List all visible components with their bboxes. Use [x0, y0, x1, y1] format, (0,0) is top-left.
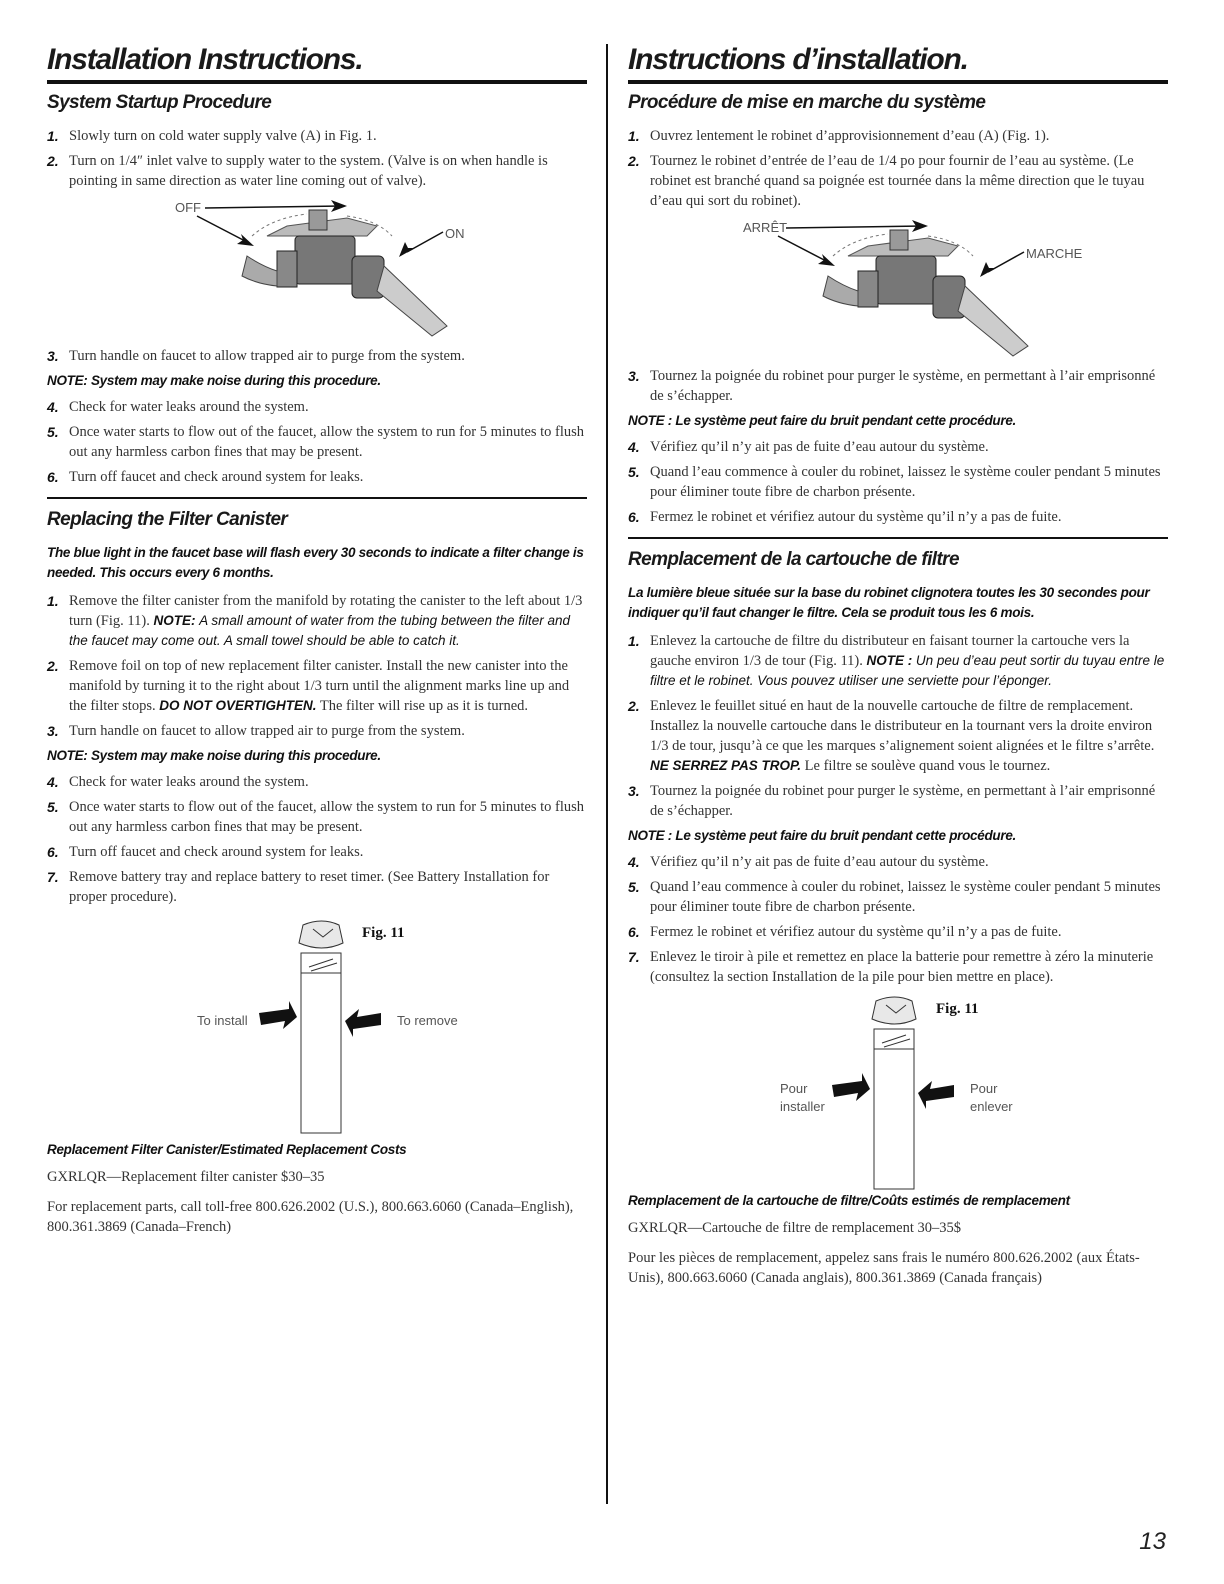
list-item: 5. Once water starts to flow out of the faucet, allow the system to run for 5 minutes to flush out any harmless carbon fines that may be present.	[47, 424, 585, 460]
startup-heading: System Startup Procedure	[47, 92, 272, 113]
list-item: 5. Once water starts to flow out of the faucet, allow the system to run for 5 minutes to flush out any harmless carbon fines that may be present.	[47, 799, 585, 835]
startup-steps	[47, 126, 587, 191]
costs-heading: Replacement Filter Canister/Estimated Replacement Costs	[47, 1142, 407, 1157]
list-item: 1. Slowly turn on cold water supply valve (A) in Fig. 1.	[47, 128, 377, 144]
list-item: 7. Remove battery tray and replace battery to reset timer. (See Battery Installation for proper procedure).	[47, 869, 550, 905]
list-item: 4. Vérifiez qu’il n’y ait pas de fuite d’eau autour du système.	[628, 439, 989, 455]
list-item: 2. Turn on 1/4″ inlet valve to supply water to the system. (Valve is on when handle is pointing in same direction as water line coming out of valve).	[47, 153, 548, 189]
filter-canister-illustration	[628, 993, 1168, 1193]
list-item: 2. Remove foil on top of new replacement filter canister. Install the new canister into the manifold by turning it to the right about 1/3 turn until the alignment marks line up and the filter stops. DO NOT OVERTIGHTEN. The filter will rise up as it is turned.	[47, 658, 570, 714]
costs-contact: For replacement parts, call toll-free 800.626.2002 (U.S.), 800.663.6060 (Canada–English), 800.361.3869 (Canada–French)	[47, 1199, 574, 1235]
install-label: To install	[197, 1013, 248, 1028]
list-item: 2. Tournez le robinet d’entrée de l’eau de 1/4 po pour fournir de l’eau au système. (Le robinet est branché quand sa poignée est tournée dans la même direction que le tuyau d’eau qui sort du robinet).	[628, 153, 1145, 209]
remove-label-line1: Pour	[970, 1081, 998, 1096]
filter-canister-illustration	[47, 917, 587, 1142]
list-item: 7. Enlevez le tiroir à pile et remettez en place la batterie pour remettre à zéro la minuterie (consultez la section Installation de la pile pour bien mettre en place).	[628, 949, 1154, 985]
replace-steps-fr	[628, 631, 1168, 821]
costs-contact-fr: Pour les pièces de remplacement, appelez sans frais le numéro 800.626.2002 (aux États-Unis), 800.663.6060 (Canada anglais), 800.361.3869 (Canada français)	[628, 1250, 1140, 1286]
startup-steps-fr	[628, 126, 1168, 211]
list-item: 2. Enlevez le feuillet situé en haut de la nouvelle cartouche de filtre de remplacement. Installez la nouvelle cartouche dans le distributeur en la tournant vers la droite environ 1/3 de tour, jusqu’à ce que les marques s’alignement soient alignées et le filtre s’arrête. NE SERREZ PAS TROP. Le filtre se soulève quand vous le tournez.	[628, 698, 1155, 774]
install-label-line1: Pour	[780, 1081, 808, 1096]
valve-figure-fr	[628, 216, 1168, 366]
startup-heading-fr: Procédure de mise en marche du système	[628, 92, 986, 113]
startup-note: NOTE: System may make noise during this procedure.	[47, 373, 381, 388]
replace-steps-final	[47, 772, 587, 907]
section-divider	[47, 497, 587, 501]
valve-on-label: ON	[445, 226, 465, 241]
list-item: 3. Turn handle on faucet to allow trapped air to purge from the system.	[47, 723, 465, 739]
list-item: 6. Turn off faucet and check around system for leaks.	[47, 844, 364, 860]
list-item: 3. Tournez la poignée du robinet pour purger le système, en permettant à l’air emprisonné de s’échapper.	[628, 783, 1156, 819]
replace-steps	[47, 591, 587, 741]
list-item: 4. Check for water leaks around the system.	[47, 399, 309, 415]
list-item: 6. Fermez le robinet et vérifiez autour du système qu’il n’y a pas de fuite.	[628, 924, 1062, 940]
list-item: 5. Quand l’eau commence à couler du robinet, laissez le système couler pendant 5 minutes pour éliminer toute fibre de charbon présente.	[628, 464, 1161, 500]
list-item: 4. Check for water leaks around the system.	[47, 774, 309, 790]
valve-illustration	[628, 216, 1168, 366]
list-item: 5. Quand l’eau commence à couler du robinet, laissez le système couler pendant 5 minutes pour éliminer toute fibre de charbon présente.	[628, 879, 1161, 915]
replace-note: NOTE: System may make noise during this procedure.	[47, 748, 381, 763]
startup-note-fr: NOTE : Le système peut faire du bruit pendant cette procédure.	[628, 413, 1016, 428]
page-title-fr: Instructions d’installation.	[628, 40, 1168, 84]
valve-on-label: MARCHE	[1026, 246, 1083, 261]
replace-heading: Replacing the Filter Canister	[47, 509, 288, 530]
filter-figure-en	[47, 917, 587, 1142]
column-divider	[606, 44, 608, 1504]
startup-steps-cont-fr	[628, 366, 1168, 406]
valve-off-label: OFF	[175, 200, 201, 215]
remove-label-line2: enlever	[970, 1099, 1013, 1114]
costs-line: GXRLQR—Replacement filter canister $30–35	[47, 1169, 325, 1185]
figure-caption: Fig. 11	[936, 1001, 979, 1017]
list-item: 3. Tournez la poignée du robinet pour purger le système, en permettant à l’air emprisonné de s’échapper.	[628, 368, 1156, 404]
english-column	[47, 40, 587, 1247]
replace-steps-final-fr	[628, 852, 1168, 987]
list-item: 6. Fermez le robinet et vérifiez autour du système qu’il n’y a pas de fuite.	[628, 509, 1062, 525]
startup-steps-final-fr	[628, 437, 1168, 527]
startup-steps-cont	[47, 346, 587, 366]
valve-figure	[47, 196, 587, 346]
list-item: 1. Enlevez la cartouche de filtre du distributeur en faisant tourner la cartouche vers la gauche environ 1/3 de tour (Fig. 11). NOTE : Un peu d’eau peut sortir du tuyau entre le filtre et le robinet. Vous pouvez utiliser une serviette pour l’éponger.	[628, 633, 1165, 688]
list-item: 1. Ouvrez lentement le robinet d’approvisionnement d’eau (A) (Fig. 1).	[628, 128, 1050, 144]
list-item: 4. Vérifiez qu’il n’y ait pas de fuite d’eau autour du système.	[628, 854, 989, 870]
list-item: 1. Remove the filter canister from the manifold by rotating the canister to the left about 1/3 turn (Fig. 11). NOTE: A small amount of water from the tubing between the filter and the faucet may come out. A small towel should be able to catch it.	[47, 593, 583, 648]
replace-lead: The blue light in the faucet base will flash every 30 seconds to indicate a filter change is needed. This occurs every 6 months.	[47, 545, 584, 580]
replace-lead-fr: La lumière bleue située sur la base du robinet clignotera toutes les 30 secondes pour indiquer qu’il faut changer le filtre. Cela se produit tous les 6 mois.	[628, 585, 1150, 620]
page-title: Installation Instructions.	[47, 40, 587, 84]
costs-heading-fr: Remplacement de la cartouche de filtre/Coûts estimés de remplacement	[628, 1193, 1070, 1208]
page-number: 13	[1139, 1528, 1166, 1555]
replace-note-fr: NOTE : Le système peut faire du bruit pendant cette procédure.	[628, 828, 1016, 843]
section-divider	[628, 537, 1168, 541]
list-item: 6. Turn off faucet and check around system for leaks.	[47, 469, 364, 485]
valve-illustration	[47, 196, 587, 346]
french-column	[628, 40, 1168, 1298]
figure-caption: Fig. 11	[362, 925, 405, 941]
startup-steps-final	[47, 397, 587, 487]
remove-label: To remove	[397, 1013, 458, 1028]
list-item: 3. Turn handle on faucet to allow trapped air to purge from the system.	[47, 348, 465, 364]
install-label-line2: installer	[780, 1099, 825, 1114]
valve-off-label: ARRÊT	[743, 220, 788, 235]
costs-line-fr: GXRLQR—Cartouche de filtre de remplacement 30–35$	[628, 1220, 961, 1236]
filter-figure-fr	[628, 993, 1168, 1193]
replace-heading-fr: Remplacement de la cartouche de filtre	[628, 549, 959, 570]
